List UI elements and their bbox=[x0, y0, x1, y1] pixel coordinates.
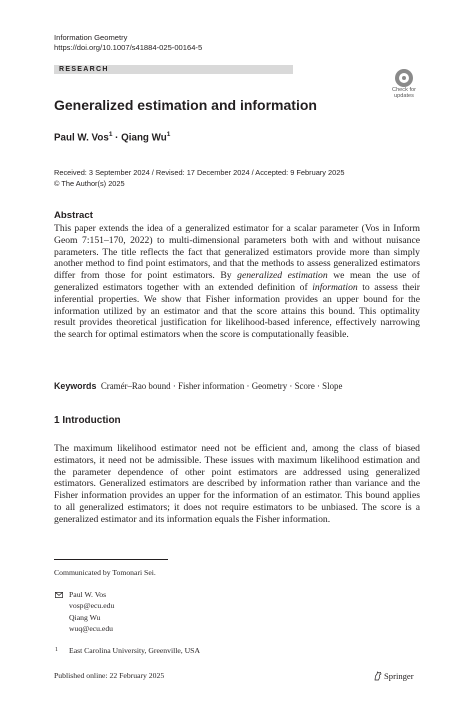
history-dates: Received: 3 September 2024 / Revised: 17 December 2024 / Accepted: 9 February 2025 bbox=[54, 168, 345, 177]
check-for-updates-badge[interactable] bbox=[386, 69, 422, 103]
article-history bbox=[54, 168, 344, 189]
check-for-updates-icon bbox=[395, 69, 413, 87]
copyright: © The Author(s) 2025 bbox=[54, 178, 125, 188]
contact-email[interactable]: vosp@ecu.edu bbox=[69, 600, 115, 610]
keywords-list: Cramér–Rao bound · Fisher information · Geometry · Score · Slope bbox=[100, 381, 343, 391]
communicated-by: Communicated by Tomonari Sei. bbox=[54, 568, 156, 577]
affiliation-marker: 1 bbox=[166, 131, 171, 138]
abstract-heading: Abstract bbox=[54, 210, 93, 221]
author-list bbox=[54, 128, 170, 144]
keywords-label: Keywords bbox=[54, 381, 97, 391]
contact-name: Paul W. Vos bbox=[69, 590, 107, 599]
author-separator: · bbox=[112, 132, 122, 144]
section-label: RESEARCH bbox=[59, 66, 109, 73]
contact-block bbox=[69, 590, 114, 611]
author-name[interactable]: Paul W. Vos bbox=[54, 132, 109, 144]
badge-text: Check for updates bbox=[392, 87, 416, 100]
doi-link[interactable]: https://doi.org/10.1007/s41884-025-00164-5 bbox=[54, 43, 203, 53]
section-heading-introduction: 1 Introduction bbox=[54, 415, 121, 426]
contact-email[interactable]: wuq@ecu.edu bbox=[69, 623, 114, 633]
footnote-rule bbox=[54, 559, 168, 560]
journal-name: Information Geometry bbox=[54, 33, 128, 42]
springer-horse-icon bbox=[374, 671, 382, 681]
publisher-name: Springer bbox=[384, 671, 414, 681]
article-title: Generalized estimation and information bbox=[54, 97, 317, 113]
affiliation-marker: 1 bbox=[108, 131, 113, 138]
affiliation: East Carolina University, Greenville, USA bbox=[69, 646, 201, 655]
author-name[interactable]: Qiang Wu bbox=[121, 132, 167, 144]
abstract-text: This paper extends the idea of a generalized estimator for a scalar parameter (Vos in Inform Geom 7:151–170, 2022) to multi-dimensional parameters both with and without nuisance parameters. The title reflects the fact that generalized estimators provide more than simply another method to find point estimators, and that the methods to assess generalized estimators differ from those for point estimators. By generalized estimation we mean the use of generalized estimators together with an extended definition of information to assess their inferential properties. We show that Fisher information provides an upper bound for the information utilized by an estimator and that the score attains this bound. This optimality result provides theoretical justification for likelihood-based inference, effectively narrowing the search for optimal estimators when the score is computationally feasible. bbox=[54, 223, 421, 341]
introduction-text: The maximum likelihood estimator need not be efficient and, among the class of biased estimators, it need not be admissible. These issues with maximum likelihood estimation and the parameter dependence of other point estimators are addressed using generalized estimators. Generalized estimators are described by information rather than variance and the Fisher information provides an upper for the information of an estimator. This bound applies to all generalized estimators; it does not require estimators to be unbiased. The score is a generalized estimator and its information equals the Fisher information. bbox=[54, 443, 420, 525]
envelope-icon bbox=[55, 592, 63, 598]
contact-name: Qiang Wu bbox=[69, 613, 101, 622]
journal-header bbox=[54, 33, 202, 54]
contact-block bbox=[69, 613, 113, 634]
keywords bbox=[54, 380, 420, 392]
publisher-logo bbox=[374, 669, 420, 683]
affiliation-number: 1 bbox=[55, 647, 58, 653]
published-online: Published online: 22 February 2025 bbox=[54, 671, 165, 680]
